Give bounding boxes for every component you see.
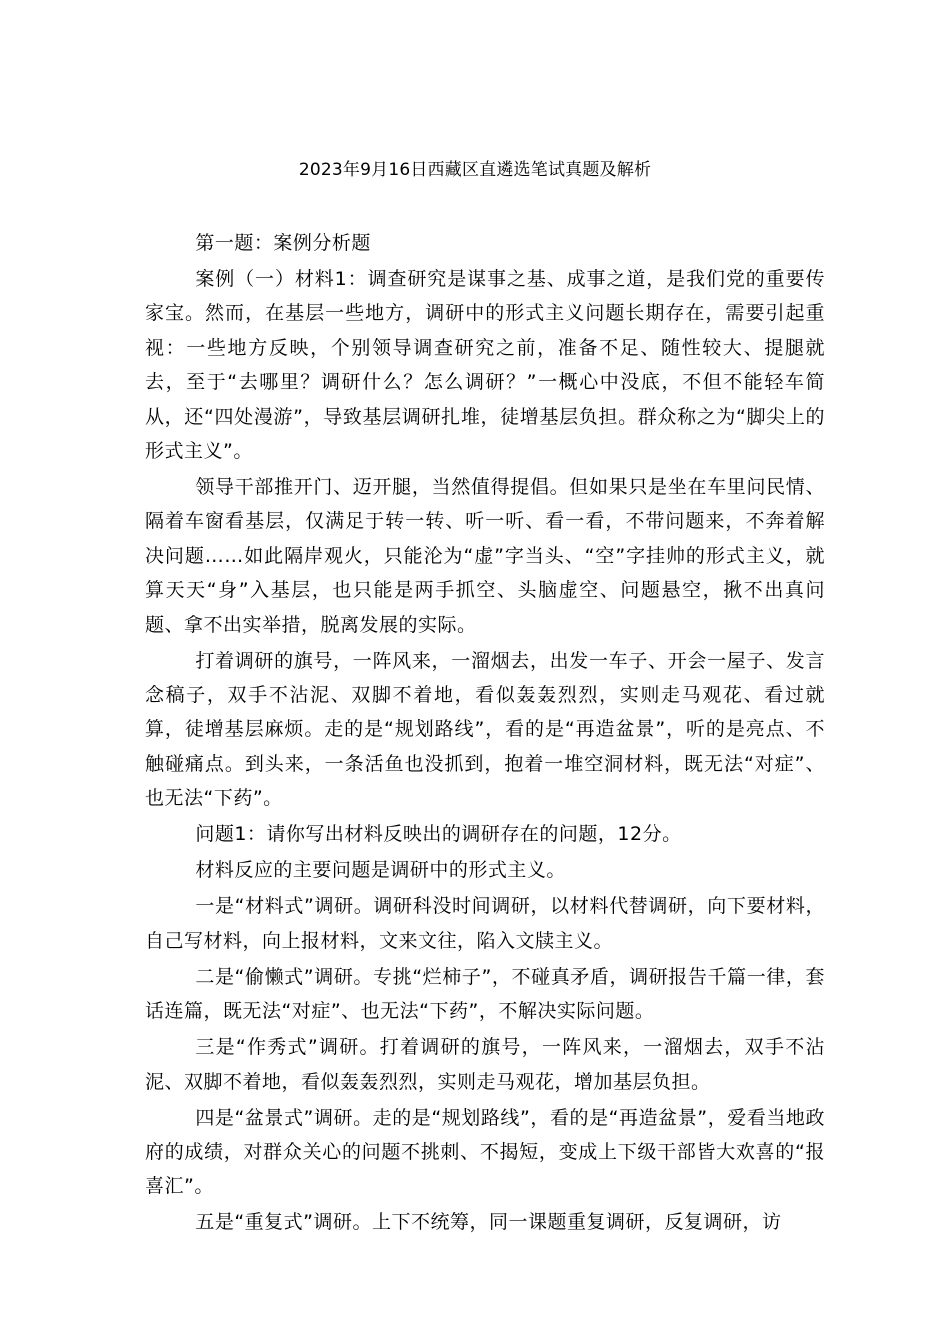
- paragraph-question-1: 问题1：请你写出材料反映出的调研存在的问题，12分。: [195, 823, 682, 846]
- paragraph-section-heading: 第一题：案例分析题: [195, 232, 371, 254]
- paragraph-material-3: 打着调研的旗号，一阵风来，一溜烟去，出发一车子、开会一屋子、发言念稿子，双手不沾泥、双脚不着地，看似轰轰烈烈，实则走马观花、看过就算，徒增基层麻烦。走的是“规划路线”，看的是“再造盆景”，听的是亮点、不触碰痛点。到头来，一条活鱼也没抓到，抱着一堆空洞材料，既无法“对症”、也无法“下药”。: [145, 649, 825, 810]
- paragraph-material-1: 案例（一）材料1：调查研究是谋事之基、成事之道，是我们党的重要传家宝。然而，在基层一些地方，调研中的形式主义问题长期存在，需要引起重视：一些地方反映，个别领导调查研究之前，准备不足、随性较大、提腿就去，至于“去哪里？调研什么？怎么调研？”一概心中没底，不但不能轻车简从，还“四处漫游”，导致基层调研扎堆，徒增基层负担。群众称之为“脚尖上的形式主义”。: [145, 268, 825, 463]
- paragraph-material-2: 领导干部推开门、迈开腿，当然值得提倡。但如果只是坐在车里问民情、隔着车窗看基层，仅满足于转一转、听一听、看一看，不带问题来，不奔着解决问题……如此隔岸观火，只能沦为“虚”字当头、“空”字挂帅的形式主义，就算天天“身”入基层，也只能是两手抓空、头脑虚空、问题悬空，揪不出真问题、拿不出实举措，脱离发展的实际。: [145, 476, 825, 636]
- paragraph-answer-point-3: 三是“作秀式”调研。打着调研的旗号，一阵风来，一溜烟去，双手不沾泥、双脚不着地，看似轰轰烈烈，实则走马观花，增加基层负担。: [145, 1036, 825, 1093]
- paragraph-answer-summary: 材料反应的主要问题是调研中的形式主义。: [195, 859, 566, 882]
- document-body: [145, 226, 825, 1241]
- paragraph-answer-point-2: 二是“偷懒式”调研。专挑“烂柿子”，不碰真矛盾，调研报告千篇一律，套话连篇，既无法“对症”、也无法“下药”，不解决实际问题。: [145, 965, 825, 1023]
- paragraph-answer-point-4: 四是“盆景式”调研。走的是“规划路线”，看的是“再造盆景”，爱看当地政府的成绩，对群众关心的问题不挑刺、不揭短，变成上下级干部皆大欢喜的“报喜汇”。: [145, 1106, 825, 1198]
- paragraph-answer-point-1: 一是“材料式”调研。调研科没时间调研，以材料代替调研，向下要材料，自己写材料，向上报材料，文来文往，陷入文牍主义。: [145, 895, 825, 952]
- paragraph-answer-point-5: 五是“重复式”调研。上下不统筹，同一课题重复调研，反复调研，访: [195, 1211, 782, 1234]
- document-title: 2023年9月16日西藏区直遴选笔试真题及解析: [298, 160, 652, 180]
